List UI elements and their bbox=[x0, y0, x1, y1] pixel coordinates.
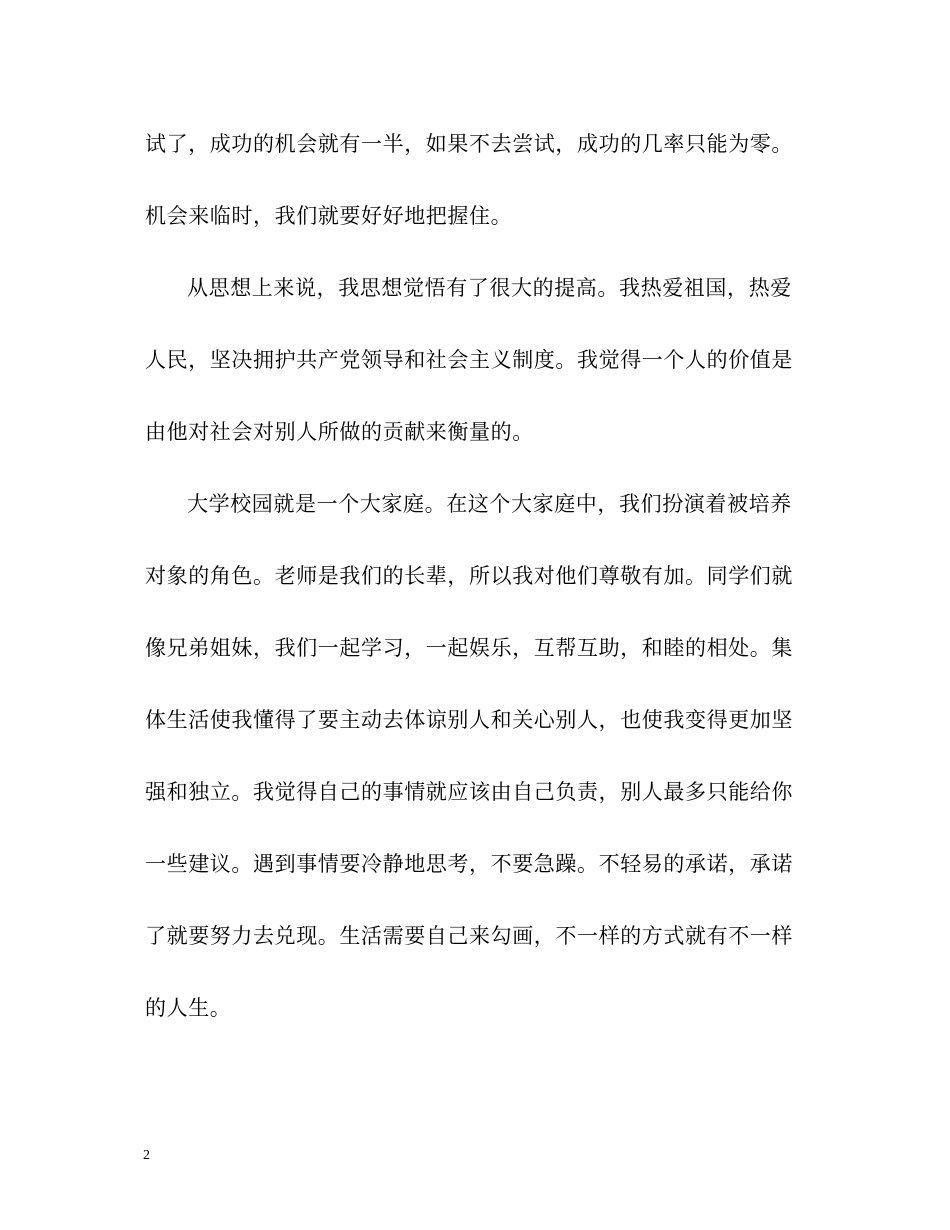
text-line: 由他对社会对别人所做的贡献来衡量的。 bbox=[145, 420, 534, 444]
text-line: 像兄弟姐妹，我们一起学习，一起娱乐，互帮互助，和睦的相处。集 bbox=[145, 636, 793, 660]
text-line: 的人生。 bbox=[145, 996, 232, 1020]
text-line: 试了，成功的机会就有一半，如果不去尝试，成功的几率只能为零。 bbox=[145, 132, 793, 156]
text-line: 体生活使我懂得了要主动去体谅别人和关心别人，也使我变得更加坚 bbox=[145, 708, 793, 732]
text-line: 一些建议。遇到事情要冷静地思考，不要急躁。不轻易的承诺，承诺 bbox=[145, 852, 793, 876]
text-line: 人民，坚决拥护共产党领导和社会主义制度。我觉得一个人的价值是 bbox=[145, 348, 793, 372]
text-line: 了就要努力去兑现。生活需要自己来勾画，不一样的方式就有不一样 bbox=[145, 924, 793, 948]
body-text bbox=[145, 124, 805, 1060]
text-line: 机会来临时，我们就要好好地把握住。 bbox=[145, 204, 513, 228]
text-line: 强和独立。我觉得自己的事情就应该由自己负责，别人最多只能给你 bbox=[145, 780, 793, 804]
text-line: 对象的角色。老师是我们的长辈，所以我对他们尊敬有加。同学们就 bbox=[145, 564, 793, 588]
page-number: 2 bbox=[143, 1148, 150, 1163]
paragraph-start-line: 大学校园就是一个大家庭。在这个大家庭中，我们扮演着被培养 bbox=[187, 492, 792, 516]
paragraph-start-line: 从思想上来说，我思想觉悟有了很大的提高。我热爱祖国，热爱 bbox=[187, 276, 792, 300]
